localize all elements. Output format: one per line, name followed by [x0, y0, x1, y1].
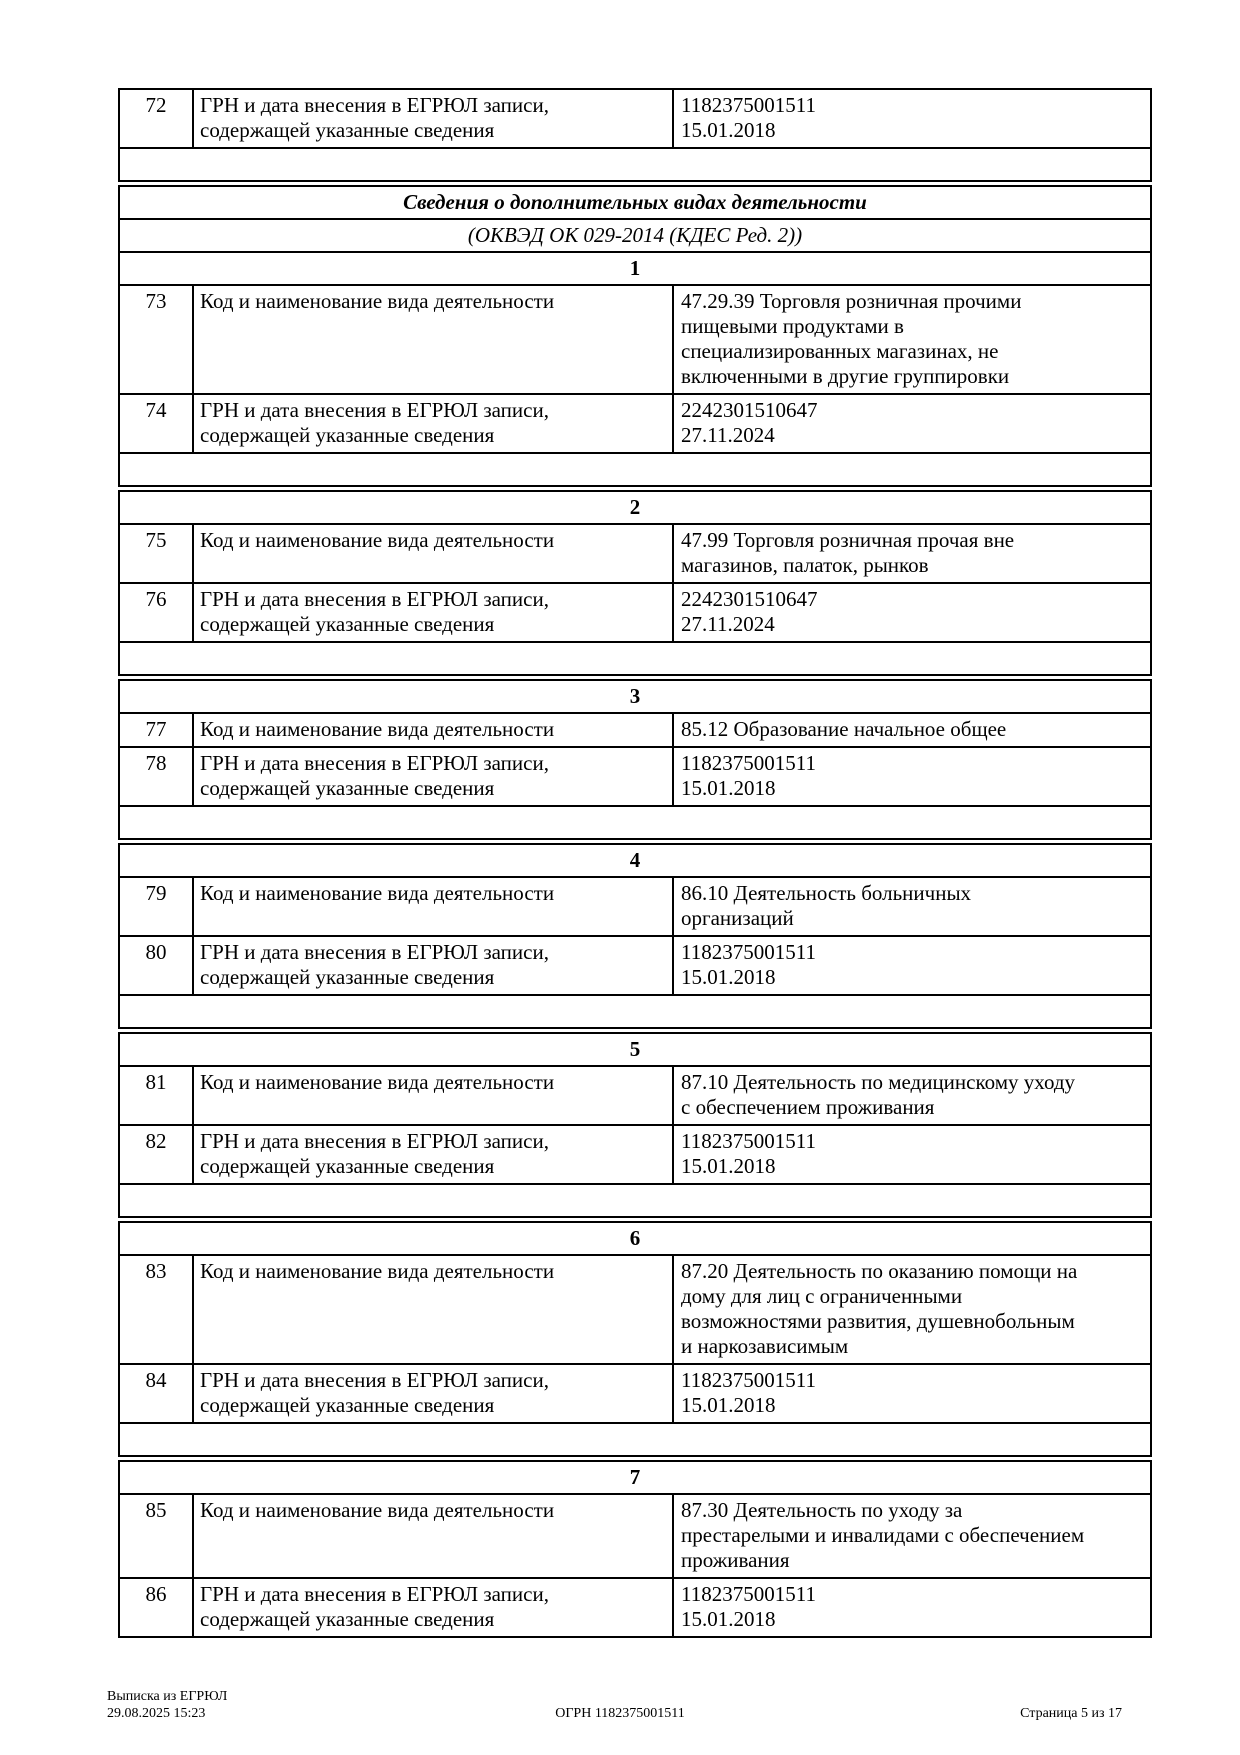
row-number: 77	[145, 717, 167, 741]
row-value-cell	[672, 1579, 1150, 1636]
date-value: 15.01.2018	[681, 965, 776, 989]
date-value: 15.01.2018	[681, 118, 776, 142]
row-value-cell	[672, 286, 1150, 393]
row-label: Код и наименование вида деятельности	[200, 1070, 555, 1094]
date-value: 27.11.2024	[681, 612, 775, 636]
grn-row	[120, 746, 1150, 805]
activity-row	[120, 712, 1150, 746]
row-label-cell	[192, 1365, 672, 1422]
row-number: 74	[145, 398, 167, 422]
activity-value: 87.30 Деятельность по уходу за престарелыми и инвалидами с обеспечением проживания	[681, 1498, 1085, 1572]
footer-doc-title: Выписка из ЕГРЮЛ	[107, 1689, 228, 1704]
activity-row	[120, 1493, 1150, 1577]
row-label-cell	[192, 1067, 672, 1124]
row-label: ГРН и дата внесения в ЕГРЮЛ записи, содержащей указанные сведения	[200, 93, 549, 142]
row-label: Код и наименование вида деятельности	[200, 881, 555, 905]
section-number: 1	[629, 256, 641, 280]
activity-value: 87.10 Деятельность по медицинскому уходу с обеспечением проживания	[681, 1070, 1076, 1119]
section-number: 5	[629, 1037, 641, 1061]
section-number: 2	[629, 495, 641, 519]
date-value: 15.01.2018	[681, 1607, 776, 1631]
activity-row	[120, 284, 1150, 393]
grn-row	[120, 1124, 1150, 1183]
row-label-cell	[192, 525, 672, 582]
grn-row	[120, 1577, 1150, 1636]
activity-section	[118, 1032, 1152, 1218]
section-header-block	[118, 185, 1152, 253]
row-value-cell	[672, 1126, 1150, 1183]
activity-section	[118, 843, 1152, 1029]
row-label: Код и наименование вида деятельности	[200, 1498, 555, 1522]
row-label-cell	[192, 878, 672, 935]
row-value-cell	[672, 90, 1150, 147]
grn-value: 1182375001511	[681, 1129, 816, 1153]
activity-section	[118, 1221, 1152, 1457]
row-label: Код и наименование вида деятельности	[200, 717, 555, 741]
row-value-cell	[672, 525, 1150, 582]
row-value-cell	[672, 1365, 1150, 1422]
spacer-row	[120, 1422, 1150, 1455]
grn-value: 1182375001511	[681, 93, 816, 117]
grn-value: 1182375001511	[681, 1368, 816, 1392]
row-label: ГРН и дата внесения в ЕГРЮЛ записи, содержащей указанные сведения	[200, 751, 549, 800]
spacer-row	[120, 452, 1150, 485]
row-label-cell	[192, 1495, 672, 1577]
activity-value: 47.29.39 Торговля розничная прочими пищевыми продуктами в специализированных магазинах, не включенными в другие группировки	[681, 289, 1022, 388]
row-label-cell	[192, 584, 672, 641]
row-number: 84	[145, 1368, 167, 1392]
activity-row	[120, 1254, 1150, 1363]
row-label: Код и наименование вида деятельности	[200, 1259, 555, 1283]
row-label-cell	[192, 90, 672, 147]
row-label: ГРН и дата внесения в ЕГРЮЛ записи, содержащей указанные сведения	[200, 1368, 549, 1417]
spacer-row	[120, 1183, 1150, 1216]
row-number: 78	[145, 751, 167, 775]
row-label: ГРН и дата внесения в ЕГРЮЛ записи, содержащей указанные сведения	[200, 587, 549, 636]
row-value-cell	[672, 395, 1150, 452]
row-label: ГРН и дата внесения в ЕГРЮЛ записи, содержащей указанные сведения	[200, 1582, 549, 1631]
activity-sections	[118, 253, 1152, 1638]
section-number: 4	[629, 848, 641, 872]
section-number: 6	[629, 1226, 641, 1250]
row-label: ГРН и дата внесения в ЕГРЮЛ записи, содержащей указанные сведения	[200, 1129, 549, 1178]
row-label: Код и наименование вида деятельности	[200, 289, 555, 313]
row-number: 85	[145, 1498, 167, 1522]
row-value-cell	[672, 1067, 1150, 1124]
activity-section	[118, 253, 1152, 487]
activity-section	[118, 1460, 1152, 1638]
row-value-cell	[672, 1495, 1150, 1577]
date-value: 27.11.2024	[681, 423, 775, 447]
activity-section	[118, 490, 1152, 676]
row-value-cell	[672, 878, 1150, 935]
row-number: 81	[145, 1070, 167, 1094]
spacer-row	[120, 805, 1150, 838]
row-number: 75	[145, 528, 167, 552]
section-subtitle: (ОКВЭД ОК 029-2014 (КДЕС Ред. 2))	[120, 218, 1150, 251]
date-value: 15.01.2018	[681, 776, 776, 800]
grn-row	[120, 935, 1150, 994]
row72-block	[118, 88, 1152, 182]
row-label: ГРН и дата внесения в ЕГРЮЛ записи, содержащей указанные сведения	[200, 398, 549, 447]
row-value-cell	[672, 1256, 1150, 1363]
section-number: 7	[629, 1465, 641, 1489]
row-number: 83	[145, 1259, 167, 1283]
activity-value: 87.20 Деятельность по оказанию помощи на дому для лиц с ограниченными возможностями развития, душевнобольным и наркозависимым	[681, 1259, 1078, 1358]
row-label-cell	[192, 395, 672, 452]
date-value: 15.01.2018	[681, 1154, 776, 1178]
row-number: 82	[145, 1129, 167, 1153]
egrul-table	[118, 88, 1152, 1641]
footer-datetime: 29.08.2025 15:23	[107, 1706, 206, 1721]
row-label-cell	[192, 286, 672, 393]
activity-value: 47.99 Торговля розничная прочая вне магазинов, палаток, рынков	[681, 528, 1015, 577]
grn-value: 1182375001511	[681, 751, 816, 775]
row-label-cell	[192, 937, 672, 994]
grn-value: 1182375001511	[681, 940, 816, 964]
grn-value: 2242301510647	[681, 398, 818, 422]
row-number: 76	[145, 587, 167, 611]
spacer-row	[120, 641, 1150, 674]
activity-value: 86.10 Деятельность больничных организаций	[681, 881, 972, 930]
grn-row	[120, 393, 1150, 452]
row-number: 73	[145, 289, 167, 313]
activity-row	[120, 523, 1150, 582]
section-title: Сведения о дополнительных видах деятельности	[403, 190, 867, 214]
row-label: ГРН и дата внесения в ЕГРЮЛ записи, содержащей указанные сведения	[200, 940, 549, 989]
spacer-row	[120, 994, 1150, 1027]
footer-ogrn: ОГРН 1182375001511	[555, 1706, 685, 1721]
row-label-cell	[192, 1126, 672, 1183]
row-label: Код и наименование вида деятельности	[200, 528, 555, 552]
row-value-cell	[672, 584, 1150, 641]
grn-value: 1182375001511	[681, 1582, 816, 1606]
grn-value: 2242301510647	[681, 587, 818, 611]
activity-section	[118, 679, 1152, 840]
activity-value: 85.12 Образование начальное общее	[681, 717, 1007, 741]
row-value-cell	[672, 748, 1150, 805]
grn-row	[120, 1363, 1150, 1422]
grn-row	[120, 582, 1150, 641]
row-value-cell	[672, 937, 1150, 994]
row-number: 80	[145, 940, 167, 964]
row-number: 86	[145, 1582, 167, 1606]
activity-row	[120, 876, 1150, 935]
table-row-72	[120, 90, 1150, 147]
section-number: 3	[629, 684, 641, 708]
row-label-cell	[192, 748, 672, 805]
row-label-cell	[192, 714, 672, 746]
row-label-cell	[192, 1256, 672, 1363]
spacer-row	[120, 147, 1150, 180]
date-value: 15.01.2018	[681, 1393, 776, 1417]
activity-row	[120, 1065, 1150, 1124]
footer-page-number: Страница 5 из 17	[1020, 1706, 1122, 1721]
row-label-cell	[192, 1579, 672, 1636]
row-number: 79	[145, 881, 167, 905]
row-number: 72	[145, 93, 167, 117]
row-value-cell	[672, 714, 1150, 746]
